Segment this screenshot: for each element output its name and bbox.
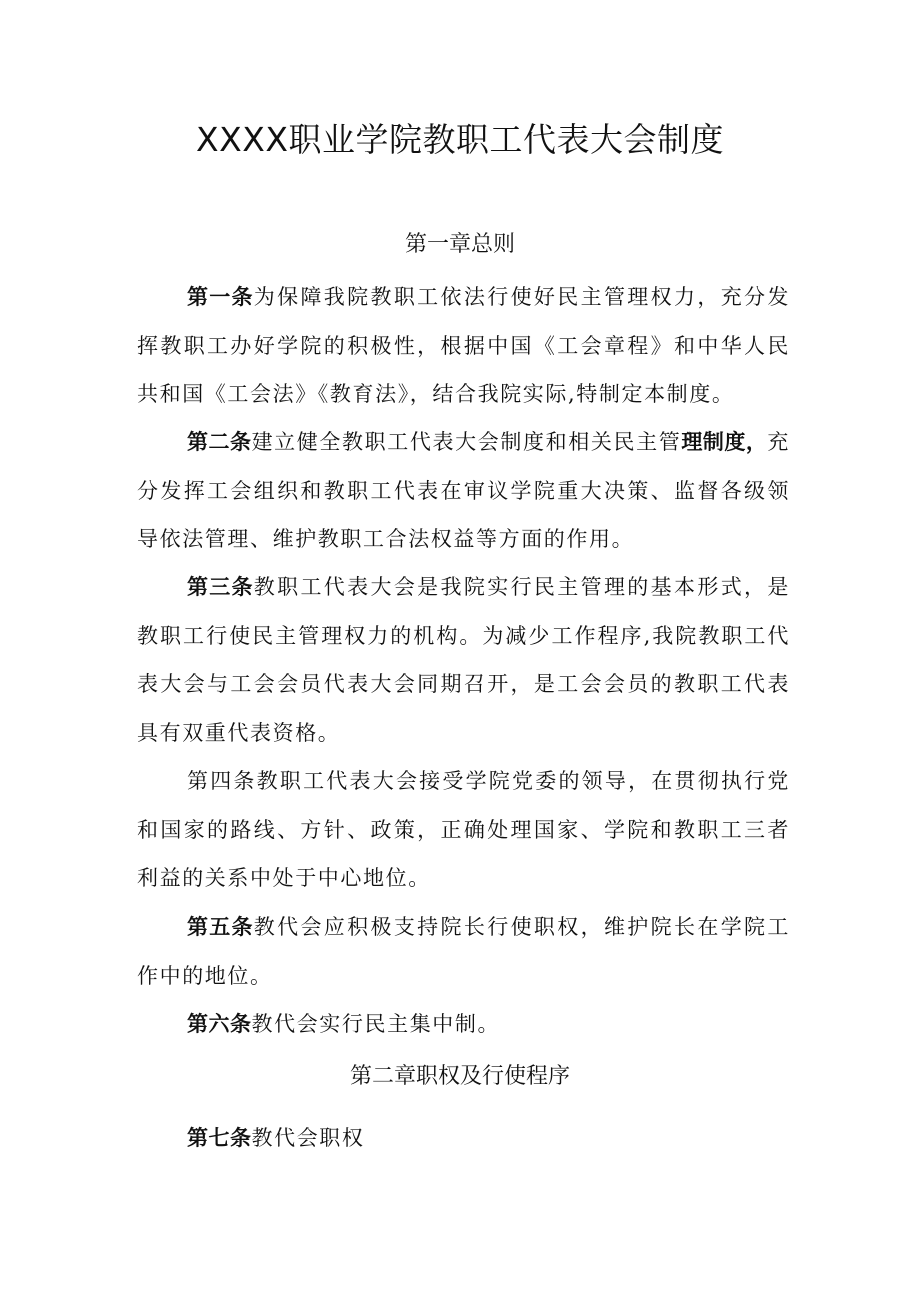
article-text-emphasis: 理制度， xyxy=(681,430,768,454)
chapter-heading-2: 第二章职权及行使程序 xyxy=(349,1064,570,1089)
article-lead: 第一条 xyxy=(187,285,254,309)
article-lead: 第五条 xyxy=(187,915,254,939)
article-text: 教职工代表大会是我院实行民主管理的基本形式，是教职工行使民主管理权力的机构。为减少工作程序,我院教职工代表大会与工会会员代表大会同期召开，是工会会员的教职工代表具有双重代表资格。 xyxy=(137,575,790,745)
chapter-heading-1: 第一章总则 xyxy=(404,232,515,257)
article-4 xyxy=(137,757,790,903)
article-text: 教代会职权 xyxy=(251,1126,365,1150)
article-5 xyxy=(137,903,790,1000)
article-lead: 第四条 xyxy=(187,769,257,793)
article-6 xyxy=(137,1000,790,1049)
article-1 xyxy=(137,273,790,419)
article-text: 教职工代表大会接受学院党委的领导，在贯彻执行党和国家的路线、方针、政策，正确处理国家、学院和教职工三者利益的关系中处于中心地位。 xyxy=(137,769,790,890)
article-3 xyxy=(137,563,790,757)
article-lead: 第二条 xyxy=(187,430,252,454)
article-lead: 第七条 xyxy=(187,1126,252,1150)
article-text: 充分发挥工会组织和教职工代表在审议学院重大决策、监督各级领导依法管理、维护教职工合法权益等方面的作用。 xyxy=(137,430,791,551)
article-7 xyxy=(137,1114,790,1163)
article-text: 教代会应积极支持院长行使职权，维护院长在学院工作中的地位。 xyxy=(137,915,790,988)
article-lead: 第六条 xyxy=(187,1012,252,1036)
article-2 xyxy=(137,418,790,564)
article-text: 教代会实行民主集中制。 xyxy=(251,1012,501,1036)
article-text: 建立健全教职工代表大会制度和相关民主管 xyxy=(251,430,682,454)
document-title: XXXX职业学院教职工代表大会制度 xyxy=(196,120,724,159)
article-text: 为保障我院教职工依法行使好民主管理权力，充分发挥教职工办好学院的积极性，根据中国《工会章程》和中华人民共和国《工会法》《教育法》，结合我院实际,特制定本制度。 xyxy=(137,285,790,406)
article-lead: 第三条 xyxy=(187,575,254,599)
